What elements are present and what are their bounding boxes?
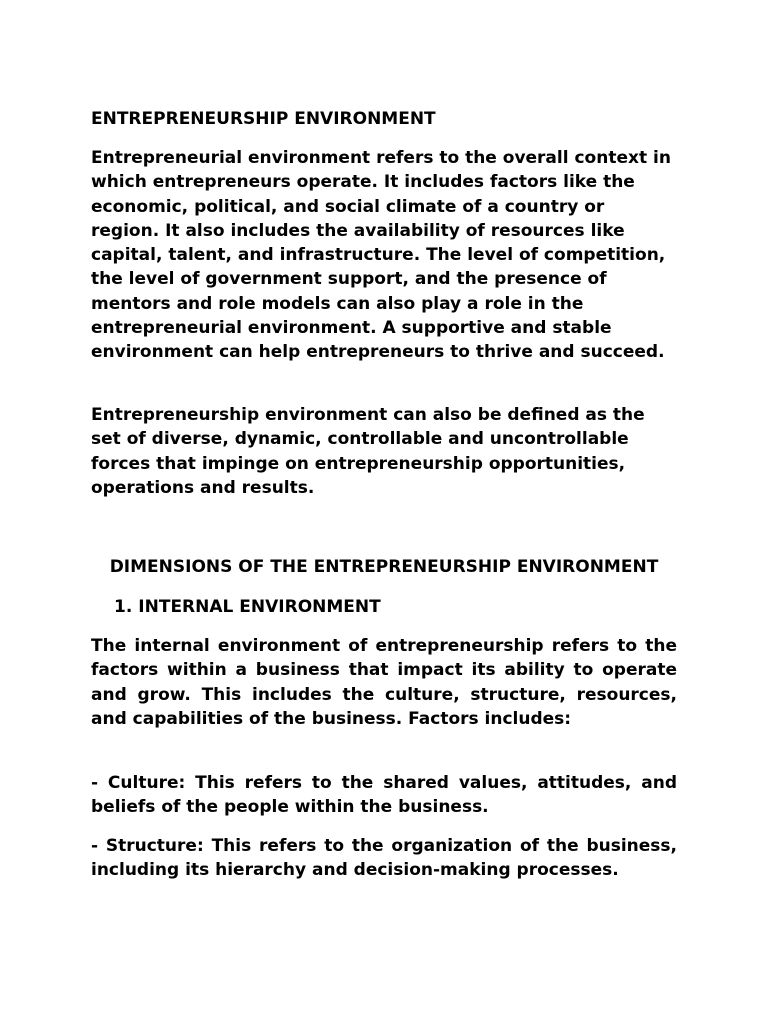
paragraph-internal-environment: The internal environment of entrepreneurship refers to the factors within a business that impact its ability to operate and grow. This includes the culture, structure, resources, and capabilities of the business. Factors includes: (91, 636, 677, 729)
list-item-internal-environment (114, 596, 674, 618)
paragraph-definition: Entrepreneurial environment refers to the overall context in which entrepreneurs operate. It includes factors like the economic, political, and social climate of a country or region. It also includes the availability of resources like capital, talent, and infrastructure. The level of competition, the level of government support, and the presence of mentors and role models can also play a role in the entrepreneurial environment. A supportive and stable environment can help entrepreneurs to thrive and succeed. (91, 148, 671, 363)
paragraph-structure: - Structure: This refers to the organization of the business, including its hierarchy and decision-making processes. (91, 836, 677, 881)
paragraph-alternate-definition: Entrepreneurship environment can also be defined as the set of diverse, dynamic, controllable and uncontrollable forces that impinge on entrepreneurship opportunities, operations and results. (91, 405, 645, 498)
document-title: ENTREPRENEURSHIP ENVIRONMENT (91, 109, 436, 129)
paragraph-culture: - Culture: This refers to the shared values, attitudes, and beliefs of the people within the business. (91, 773, 677, 818)
list-item-label: INTERNAL ENVIRONMENT (138, 597, 381, 617)
list-item-number: 1. (114, 597, 133, 617)
section-heading: DIMENSIONS OF THE ENTREPRENEURSHIP ENVIRONMENT (109, 557, 659, 577)
